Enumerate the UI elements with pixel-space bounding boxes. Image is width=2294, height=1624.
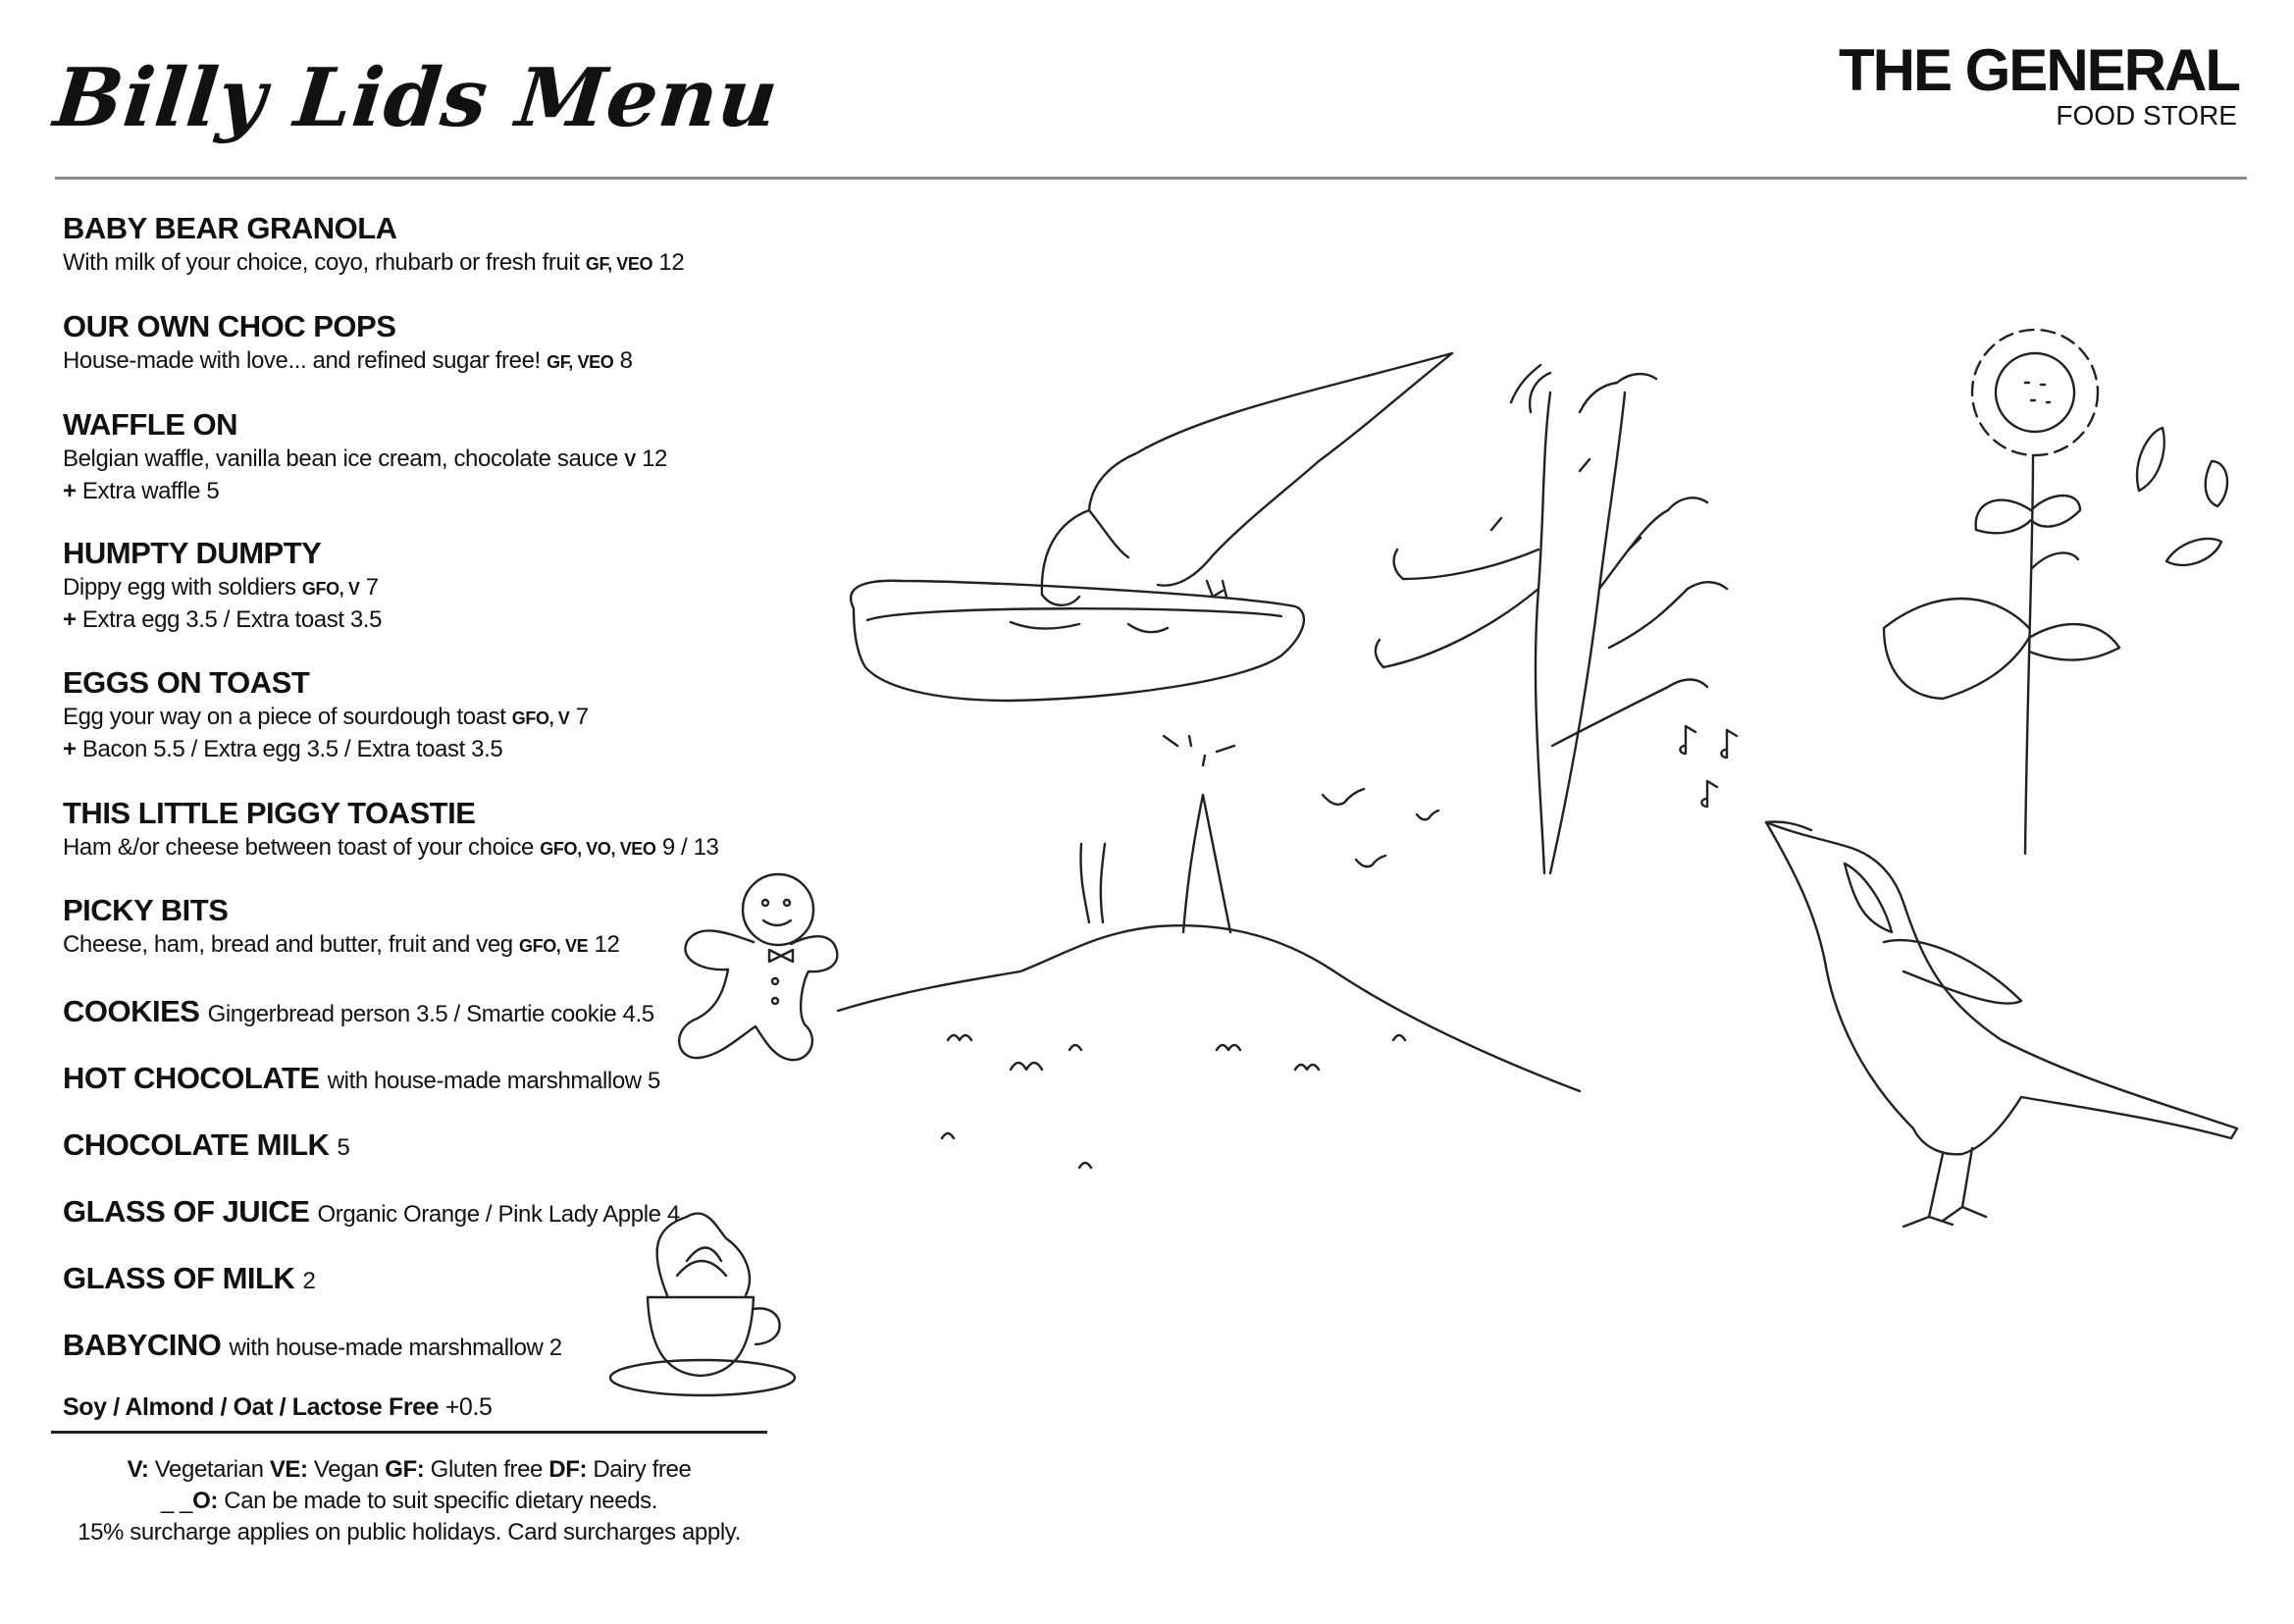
gingerbread-person-icon — [679, 874, 837, 1060]
item-price: 12 — [658, 249, 685, 276]
item-name: BABYCINO — [63, 1328, 222, 1362]
item-description: Ham &/or cheese between toast of your choice GFO, VO, VEO 9 / 13 — [63, 834, 719, 861]
item-name: CHOCOLATE MILK — [63, 1127, 330, 1162]
item-name: GLASS OF MILK — [63, 1261, 295, 1295]
page-title: Billy Lids Menu — [49, 51, 784, 145]
item-description: 5 — [337, 1134, 350, 1161]
item-description: with house-made marshmallow 2 — [229, 1335, 562, 1361]
item-price: 9 / 13 — [661, 834, 719, 861]
item-price: 12 — [642, 445, 667, 472]
milk-options-label: Soy / Almond / Oat / Lactose Free — [63, 1393, 440, 1421]
item-description: Organic Orange / Pink Lady Apple 4 — [317, 1201, 680, 1228]
item-name: OUR OWN CHOC POPS — [63, 309, 396, 343]
item-description: with house-made marshmallow 5 — [327, 1068, 660, 1094]
item-description: 2 — [302, 1268, 316, 1294]
item-tags: GFO, V — [511, 708, 570, 728]
item-description: Egg your way on a piece of sourdough toast GFO, V 7 — [63, 704, 589, 730]
milk-options-price: +0.5 — [444, 1393, 493, 1421]
item-name: EGGS ON TOAST — [63, 665, 310, 700]
surcharge-note: 15% surcharge applies on public holidays. Card surcharges apply. — [78, 1519, 741, 1545]
legend-line-1: V: Vegetarian VE: Vegan GF: Gluten free DF: Dairy free — [127, 1456, 692, 1483]
hill-icon — [838, 736, 1580, 1168]
item-description: Belgian waffle, vanilla bean ice cream, chocolate sauce V 12 — [63, 445, 667, 472]
item-extra: + Extra egg 3.5 / Extra toast 3.5 — [63, 606, 383, 633]
item-name: PICKY BITS — [63, 893, 229, 927]
item-name: COOKIES — [63, 994, 200, 1028]
magpie-icon — [1766, 821, 2237, 1227]
kangaroo-paw-plant-icon — [1376, 365, 1727, 873]
item-extra: + Bacon 5.5 / Extra egg 3.5 / Extra toast 3.5 — [63, 736, 503, 762]
item-name: HUMPTY DUMPTY — [63, 536, 322, 570]
babycino-cup-icon — [610, 1214, 795, 1395]
item-description: Gingerbread person 3.5 / Smartie cookie 4.5 — [207, 1001, 654, 1027]
sunflower-icon — [1884, 330, 2119, 854]
item-name: THIS LITTLE PIGGY TOASTIE — [63, 796, 476, 830]
logo-main-text: THE GENERAL — [1838, 37, 2239, 103]
item-tags: GFO, VO, VEO — [540, 839, 656, 859]
item-description: With milk of your choice, coyo, rhubarb or fresh fruit GF, VEO 12 — [63, 249, 685, 276]
item-price: 8 — [619, 347, 633, 374]
item-name: BABY BEAR GRANOLA — [63, 211, 397, 245]
item-name: WAFFLE ON — [63, 407, 238, 442]
item-description: Cheese, ham, bread and butter, fruit and veg GFO, VE 12 — [63, 931, 620, 958]
item-name: GLASS OF JUICE — [63, 1194, 310, 1229]
item-extra: + Extra waffle 5 — [63, 478, 220, 504]
item-price: 7 — [575, 704, 589, 730]
music-notes-icon — [1680, 726, 1737, 807]
item-tags: V — [624, 450, 636, 470]
item-description: Dippy egg with soldiers GFO, V 7 — [63, 574, 379, 601]
item-name: HOT CHOCOLATE — [63, 1061, 320, 1095]
logo-sub-text: FOOD STORE — [2056, 100, 2237, 131]
item-tags: GF, VEO — [585, 254, 653, 274]
sunflower-seeds-icon — [2137, 428, 2227, 565]
item-tags: GFO, V — [301, 579, 360, 599]
flying-birds-icon — [1323, 789, 1438, 866]
legend-line-2: _ _O: Can be made to suit specific dietary needs. — [160, 1488, 658, 1514]
item-description: House-made with love... and refined sugar free! GF, VEO 8 — [63, 347, 633, 374]
item-tags: GFO, VE — [519, 936, 589, 956]
item-price: 7 — [365, 574, 379, 601]
item-tags: GF, VEO — [547, 352, 614, 372]
bird-drinking-icon — [851, 353, 1452, 701]
item-price: 12 — [594, 931, 620, 958]
